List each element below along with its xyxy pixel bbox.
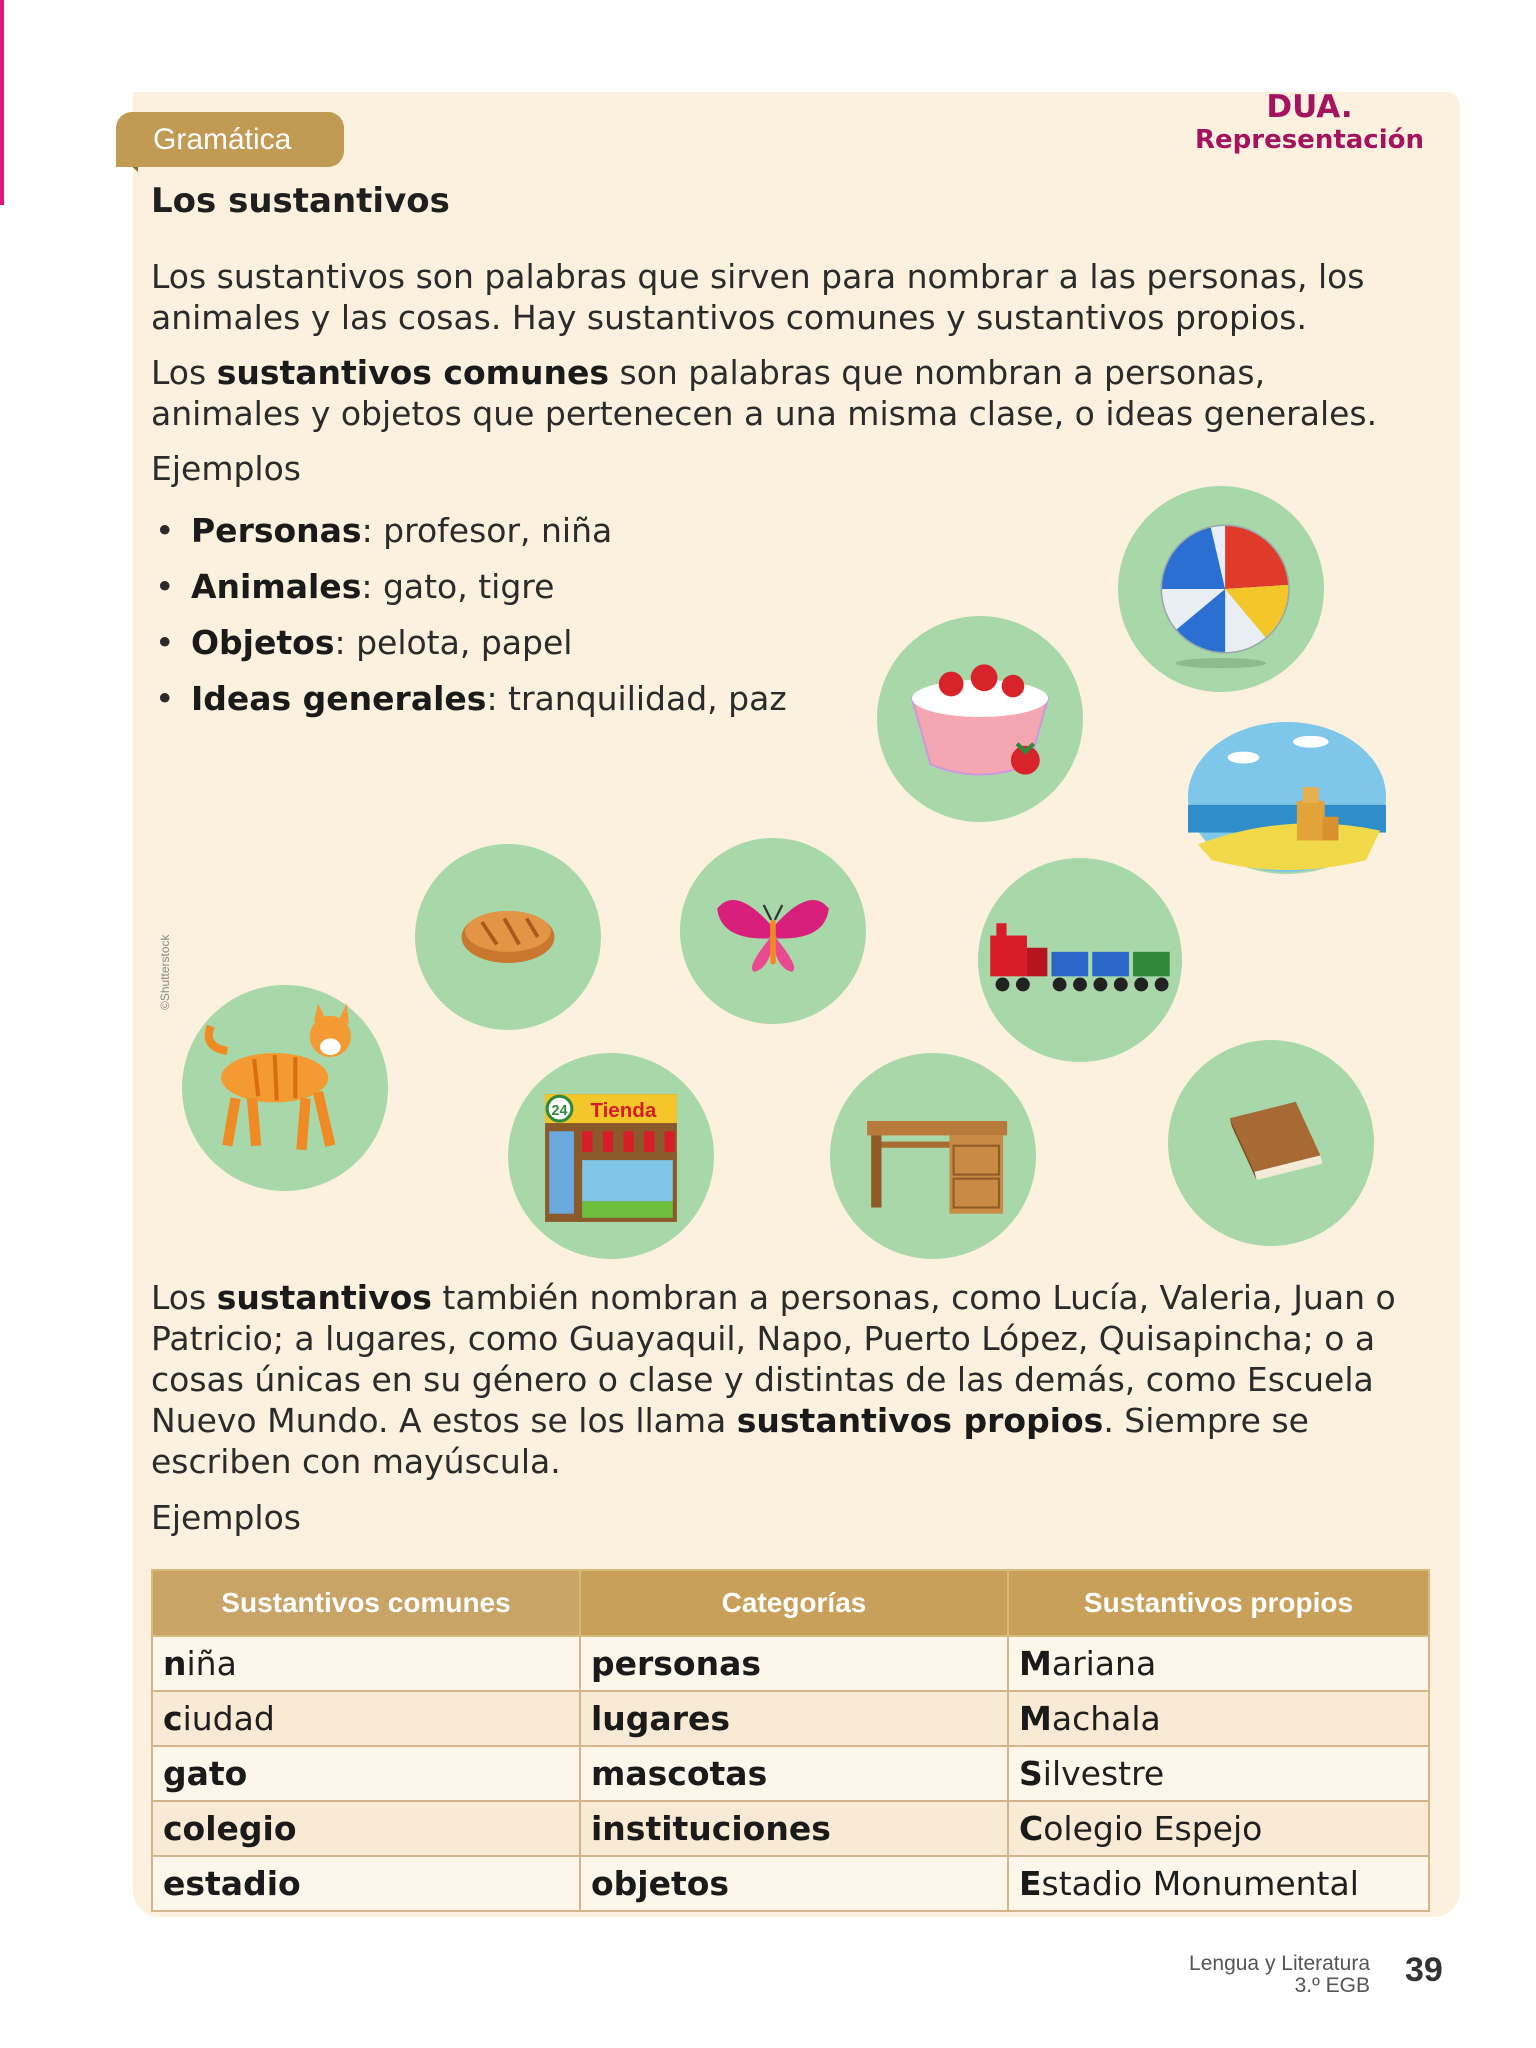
image-credit: ©Shutterstock	[158, 934, 172, 1010]
category-text: mascotas	[591, 1754, 768, 1793]
initial-letter: C	[1019, 1809, 1044, 1848]
bold-term: sustantivos propios	[736, 1401, 1104, 1440]
noun-rest: ilvestre	[1042, 1754, 1165, 1793]
table-row	[152, 1801, 1429, 1856]
table-row	[152, 1636, 1429, 1691]
page-edge-marker	[0, 0, 4, 205]
noun-rest: iudad	[182, 1699, 275, 1738]
list-item	[151, 615, 787, 671]
table-row	[152, 1691, 1429, 1746]
initial-letter: M	[1019, 1644, 1052, 1683]
example-category: Animales	[191, 567, 362, 606]
noun-rest: iña	[186, 1644, 237, 1683]
category-cell	[580, 1691, 1008, 1746]
example-values: : profesor, niña	[361, 511, 613, 550]
noun-rest: olegio Espejo	[1043, 1809, 1263, 1848]
cat-image	[182, 985, 388, 1191]
bread-image	[415, 844, 601, 1030]
footer-subject	[1189, 1953, 1370, 1997]
list-item	[151, 503, 787, 559]
subject-name: Lengua y Literatura	[1189, 1952, 1370, 1975]
category-text: objetos	[591, 1864, 730, 1903]
noun-text: colegio	[163, 1809, 297, 1848]
proper-noun-cell	[1008, 1801, 1429, 1856]
column-header: Sustantivos propios	[1008, 1570, 1429, 1636]
dua-subtitle: Representación	[1194, 125, 1424, 155]
column-header: Categorías	[580, 1570, 1008, 1636]
bold-term: sustantivos	[216, 1278, 432, 1317]
examples-list	[151, 503, 787, 727]
proper-noun-cell	[1008, 1691, 1429, 1746]
column-header: Sustantivos comunes	[152, 1570, 580, 1636]
desk-image	[830, 1053, 1036, 1259]
category-cell	[580, 1746, 1008, 1801]
book-image	[1168, 1040, 1374, 1246]
text-segment: . Siempre se escriben con mayúscula.	[151, 1401, 1309, 1481]
text-segment: también nombran a personas, como Lucía, Valeria, Juan o Patricio; a lugares, como Guayaquil, Napo, Puerto López, Quisapincha; o a cosas únicas en su género o clase y distintas de las demás, como Escuela Nuevo Mundo. A estos se los llama	[151, 1278, 1396, 1440]
initial-letter: M	[1019, 1699, 1052, 1738]
beach-ball-image	[1118, 486, 1324, 692]
text-segment: son palabras que nombran a personas, animales y objetos que pertenecen a una misma clase, o ideas generales.	[151, 353, 1378, 433]
proper-noun-cell	[1008, 1636, 1429, 1691]
category-cell	[580, 1636, 1008, 1691]
category-text: personas	[591, 1644, 761, 1683]
dua-title: DUA.	[1266, 89, 1353, 125]
proper-noun-cell	[1008, 1746, 1429, 1801]
toy-train-image	[978, 858, 1182, 1062]
common-noun-cell	[152, 1636, 580, 1691]
text-segment: Los	[151, 1278, 217, 1317]
store-sign: Tienda	[590, 1098, 657, 1122]
common-noun-cell	[152, 1691, 580, 1746]
example-values: : pelota, papel	[334, 623, 573, 662]
noun-text: gato	[163, 1754, 248, 1793]
proper-noun-cell	[1008, 1856, 1429, 1911]
category-cell	[580, 1801, 1008, 1856]
example-category: Personas	[191, 511, 362, 550]
list-item	[151, 671, 787, 727]
text-segment: Los	[151, 353, 217, 392]
table-row	[152, 1746, 1429, 1801]
noun-rest: achala	[1051, 1699, 1161, 1738]
butterfly-image	[680, 838, 866, 1024]
strawberry-dessert-image	[877, 616, 1083, 822]
table-row	[152, 1856, 1429, 1911]
common-noun-cell	[152, 1856, 580, 1911]
grade-level: 3.º EGB	[1294, 1974, 1370, 1997]
table-header-row	[152, 1570, 1429, 1636]
examples-heading-2: Ejemplos	[151, 1498, 301, 1537]
store-number: 24	[551, 1102, 568, 1119]
category-text: lugares	[591, 1699, 730, 1738]
intro-paragraph: Los sustantivos son palabras que sirven para nombrar a las personas, los animales y las cosas. Hay sustantivos comunes y sustantivos propios.	[151, 257, 1365, 337]
dua-label	[1195, 90, 1424, 156]
nouns-table	[151, 1569, 1430, 1912]
section-tag: Gramática	[116, 112, 344, 167]
store-image	[508, 1053, 714, 1259]
example-values: : tranquilidad, paz	[486, 679, 787, 718]
initial-letter: c	[163, 1699, 183, 1738]
proper-nouns-paragraph	[151, 1277, 1411, 1482]
bold-term: sustantivos comunes	[216, 353, 610, 392]
category-text: instituciones	[591, 1809, 831, 1848]
noun-rest: ariana	[1051, 1644, 1157, 1683]
noun-rest: stadio Monumental	[1041, 1864, 1359, 1903]
examples-heading: Ejemplos	[151, 449, 301, 488]
example-values: : gato, tigre	[361, 567, 555, 606]
noun-text: estadio	[163, 1864, 301, 1903]
common-nouns-paragraph	[151, 352, 1391, 434]
example-category: Ideas generales	[191, 679, 487, 718]
common-noun-cell	[152, 1801, 580, 1856]
common-noun-cell	[152, 1746, 580, 1801]
beach-sandcastle-image	[1188, 722, 1386, 874]
initial-letter: n	[163, 1644, 187, 1683]
initial-letter: E	[1019, 1864, 1042, 1903]
page-title: Los sustantivos	[151, 181, 450, 221]
page-number: 39	[1405, 1951, 1443, 1989]
category-cell	[580, 1856, 1008, 1911]
list-item	[151, 559, 787, 615]
example-category: Objetos	[191, 623, 335, 662]
initial-letter: S	[1019, 1754, 1043, 1793]
